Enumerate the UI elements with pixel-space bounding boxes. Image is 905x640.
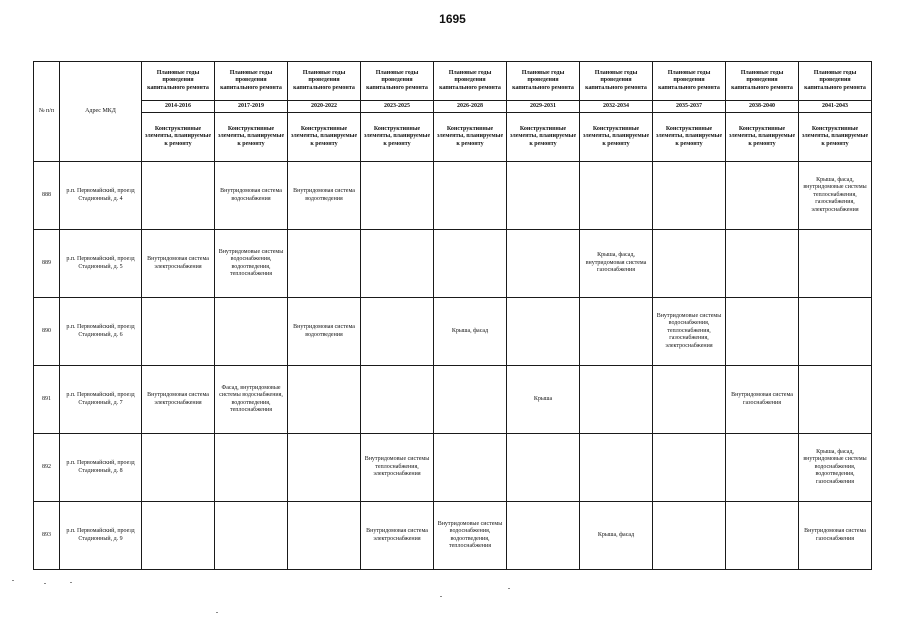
repair-cell: Внутридомовая система газоснабжения — [726, 366, 799, 434]
repair-cell: Фасад, внутридомовые системы водоснабжения, водоотведения, теплоснабжения — [215, 366, 288, 434]
scan-speck — [12, 580, 14, 581]
header-elements: Конструктивные элементы, планируемые к ремонту — [215, 113, 288, 162]
repair-cell: Внутридомовые системы теплоснабжения, электроснабжения — [361, 434, 434, 502]
table-row — [34, 298, 872, 366]
repair-cell — [507, 434, 580, 502]
header-elements: Конструктивные элементы, планируемые к ремонту — [580, 113, 653, 162]
page-number: 1695 — [439, 12, 466, 26]
header-period-title: Плановые годы проведения капитального ремонта — [580, 62, 653, 101]
repair-cell — [653, 434, 726, 502]
row-address: р.п. Первомайский, проезд Стадионный, д. 6 — [60, 298, 142, 366]
repair-cell: Внутридомовая система электроснабжения — [142, 366, 215, 434]
row-address: р.п. Первомайский, проезд Стадионный, д. 8 — [60, 434, 142, 502]
header-year: 2017-2019 — [215, 101, 288, 113]
repair-cell — [434, 434, 507, 502]
capital-repair-table — [33, 61, 872, 570]
repair-cell — [434, 230, 507, 298]
repair-cell: Крыша, фасад, внутридомовые системы водоснабжения, водоотведения, газоснабжения — [799, 434, 872, 502]
repair-cell — [142, 502, 215, 570]
repair-cell: Внутридомовая система водоотведения — [288, 298, 361, 366]
repair-cell: Внутридомовая система газоснабжения — [799, 502, 872, 570]
repair-cell — [361, 366, 434, 434]
repair-cell: Крыша, фасад, внутридомовые системы теплоснабжения, газоснабжения, электроснабжения — [799, 162, 872, 230]
header-period-title: Плановые годы проведения капитального ремонта — [799, 62, 872, 101]
repair-cell — [288, 434, 361, 502]
repair-cell: Внутридомовая система водоотведения — [288, 162, 361, 230]
repair-cell — [215, 502, 288, 570]
header-elements: Конструктивные элементы, планируемые к ремонту — [653, 113, 726, 162]
repair-cell — [142, 162, 215, 230]
header-elements: Конструктивные элементы, планируемые к ремонту — [799, 113, 872, 162]
repair-cell: Внутридомовые системы водоснабжения, водоотведения, теплоснабжения — [215, 230, 288, 298]
repair-cell: Крыша, фасад — [580, 502, 653, 570]
repair-cell: Внутридомовые системы водоснабжения, водоотведения, теплоснабжения — [434, 502, 507, 570]
header-period-title: Плановые годы проведения капитального ремонта — [653, 62, 726, 101]
header-year: 2029-2031 — [507, 101, 580, 113]
row-address: р.п. Первомайский, проезд Стадионный, д. 5 — [60, 230, 142, 298]
header-period-title: Плановые годы проведения капитального ремонта — [361, 62, 434, 101]
repair-cell: Внутридомовая система электроснабжения — [142, 230, 215, 298]
repair-cell — [726, 502, 799, 570]
repair-cell — [799, 230, 872, 298]
repair-cell — [653, 366, 726, 434]
repair-cell — [580, 366, 653, 434]
repair-cell — [507, 502, 580, 570]
repair-cell — [653, 162, 726, 230]
row-address: р.п. Первомайский, проезд Стадионный, д. 7 — [60, 366, 142, 434]
repair-cell — [653, 502, 726, 570]
header-year: 2020-2022 — [288, 101, 361, 113]
header-num: № п/п — [34, 62, 60, 162]
header-year: 2026-2028 — [434, 101, 507, 113]
row-number: 891 — [34, 366, 60, 434]
repair-cell: Внутридомовая система водоснабжения — [215, 162, 288, 230]
table-row — [34, 502, 872, 570]
repair-cell — [142, 434, 215, 502]
repair-cell — [288, 502, 361, 570]
repair-cell — [215, 434, 288, 502]
repair-cell — [726, 230, 799, 298]
table-row — [34, 366, 872, 434]
header-elements: Конструктивные элементы, планируемые к ремонту — [507, 113, 580, 162]
repair-cell — [799, 298, 872, 366]
repair-cell — [142, 298, 215, 366]
repair-cell — [726, 298, 799, 366]
row-address: р.п. Первомайский, проезд Стадионный, д. 4 — [60, 162, 142, 230]
repair-cell: Крыша — [507, 366, 580, 434]
row-number: 893 — [34, 502, 60, 570]
header-address: Адрес МКД — [60, 62, 142, 162]
repair-cell — [288, 230, 361, 298]
header-year: 2023-2025 — [361, 101, 434, 113]
repair-cell — [799, 366, 872, 434]
repair-cell — [361, 230, 434, 298]
scan-speck — [44, 583, 46, 584]
repair-cell — [726, 434, 799, 502]
header-year: 2035-2037 — [653, 101, 726, 113]
repair-cell: Внутридомовые системы водоснабжения, теплоснабжения, газоснабжения, электроснабжения — [653, 298, 726, 366]
repair-cell — [507, 162, 580, 230]
header-period-title: Плановые годы проведения капитального ремонта — [434, 62, 507, 101]
repair-cell — [434, 162, 507, 230]
header-period-title: Плановые годы проведения капитального ремонта — [288, 62, 361, 101]
repair-cell — [507, 298, 580, 366]
scan-speck — [216, 612, 218, 613]
repair-cell — [361, 298, 434, 366]
row-number: 889 — [34, 230, 60, 298]
repair-cell — [288, 366, 361, 434]
repair-cell — [215, 298, 288, 366]
repair-cell — [580, 162, 653, 230]
row-address: р.п. Первомайский, проезд Стадионный, д. 9 — [60, 502, 142, 570]
header-year: 2038-2040 — [726, 101, 799, 113]
header-period-title: Плановые годы проведения капитального ремонта — [726, 62, 799, 101]
header-period-title: Плановые годы проведения капитального ремонта — [142, 62, 215, 101]
header-row-titles — [34, 62, 872, 101]
scan-speck — [70, 582, 72, 583]
repair-cell: Внутридомовая система электроснабжения — [361, 502, 434, 570]
repair-cell — [726, 162, 799, 230]
header-row-years — [34, 101, 872, 113]
header-period-title: Плановые годы проведения капитального ремонта — [215, 62, 288, 101]
header-period-title: Плановые годы проведения капитального ремонта — [507, 62, 580, 101]
header-elements: Конструктивные элементы, планируемые к ремонту — [288, 113, 361, 162]
repair-cell — [580, 434, 653, 502]
row-number: 890 — [34, 298, 60, 366]
repair-cell — [361, 162, 434, 230]
repair-cell — [653, 230, 726, 298]
scan-speck — [508, 588, 510, 589]
header-year: 2032-2034 — [580, 101, 653, 113]
table-row — [34, 162, 872, 230]
header-elements: Конструктивные элементы, планируемые к ремонту — [361, 113, 434, 162]
header-year: 2014-2016 — [142, 101, 215, 113]
repair-cell: Крыша, фасад — [434, 298, 507, 366]
scan-speck — [440, 596, 442, 597]
repair-cell — [434, 366, 507, 434]
header-elements: Конструктивные элементы, планируемые к ремонту — [434, 113, 507, 162]
header-row-elements — [34, 113, 872, 162]
repair-cell: Крыша, фасад, внутридомовая система газоснабжения — [580, 230, 653, 298]
table-row — [34, 230, 872, 298]
repair-cell — [507, 230, 580, 298]
row-number: 892 — [34, 434, 60, 502]
header-elements: Конструктивные элементы, планируемые к ремонту — [142, 113, 215, 162]
table-row — [34, 434, 872, 502]
repair-cell — [580, 298, 653, 366]
header-elements: Конструктивные элементы, планируемые к ремонту — [726, 113, 799, 162]
row-number: 888 — [34, 162, 60, 230]
header-year: 2041-2043 — [799, 101, 872, 113]
